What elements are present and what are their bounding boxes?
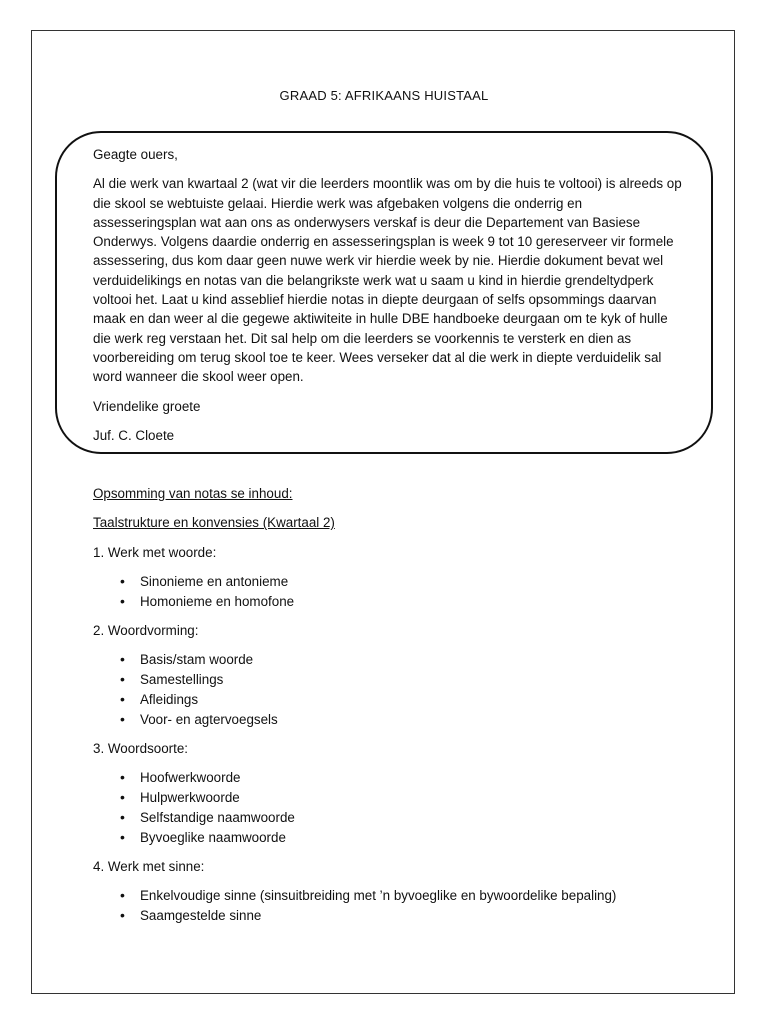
letter-signature: Juf. C. Cloete	[93, 427, 175, 443]
section-list	[93, 768, 693, 847]
parent-letter	[93, 145, 683, 445]
document-title: GRAAD 5: AFRIKAANS HUISTAAL	[279, 88, 489, 103]
list-item: • Voor- en agtervoegsels	[120, 710, 693, 730]
list-item: • Samestellings	[120, 670, 693, 690]
list-item: • Homonieme en homofone	[120, 592, 693, 612]
section-list	[93, 572, 693, 612]
notes-summary	[93, 484, 693, 935]
list-item: • Byvoeglike naamwoorde	[120, 828, 693, 848]
section-heading: 2. Woordvorming:	[93, 622, 199, 638]
list-item: • Enkelvoudige sinne (sinsuitbreiding met ’n byvoeglike en bywoordelike bepaling)	[120, 886, 693, 906]
summary-subheading: Taalstrukture en konvensies (Kwartaal 2)	[93, 515, 335, 531]
letter-closing: Vriendelike groete	[93, 398, 201, 414]
list-item: • Hulpwerkwoorde	[120, 788, 693, 808]
section-list	[93, 886, 693, 926]
list-item: • Basis/stam woorde	[120, 650, 693, 670]
letter-body: Al die werk van kwartaal 2 (wat vir die leerders moontlik was om by die huis te voltooi) is alreeds op die skool se webtuiste gelaai. Hierdie werk was afgebaken volgens die onderrig en assesseringsplan wat aan ons as onderwysers verskaf is deur die Departement van Basiese Onderwys. Volgens daardie onderrig en assesseringsplan is week 9 tot 10 gereserveer vir formele assessering, dus kom daar geen nuwe werk vir hierdie week by nie. Hierdie dokument bevat wel verduidelikings en notas van die belangrikste werk wat u saam u kind in hierdie grendeltydperk voltooi het. Laat u kind asseblief hierdie notas in diepte deurgaan of selfs opsommings daarvan maak en dan weer al die gegewe aktiwiteite in hulle DBE handboeke deurgaan om te kyk of hulle die werk reg verstaan het. Dit sal help om die leerders se voorkennis te versterk en dien as voorbereiding om terug skool toe te keer. Wees verseker dat al die werk in diepte verduidelik sal word wanneer die skool weer open.	[93, 176, 682, 385]
list-item: • Saamgestelde sinne	[120, 906, 693, 926]
section-heading: 3. Woordsoorte:	[93, 740, 189, 756]
section-heading: 4. Werk met sinne:	[93, 858, 205, 874]
letter-greeting: Geagte ouers,	[93, 147, 178, 162]
section-heading: 1. Werk met woorde:	[93, 544, 217, 560]
list-item: • Sinonieme en antonieme	[120, 572, 693, 592]
list-item: • Afleidings	[120, 690, 693, 710]
summary-heading: Opsomming van notas se inhoud:	[93, 486, 293, 501]
list-item: • Hoofwerkwoorde	[120, 768, 693, 788]
list-item: • Selfstandige naamwoorde	[120, 808, 693, 828]
section-list	[93, 650, 693, 729]
